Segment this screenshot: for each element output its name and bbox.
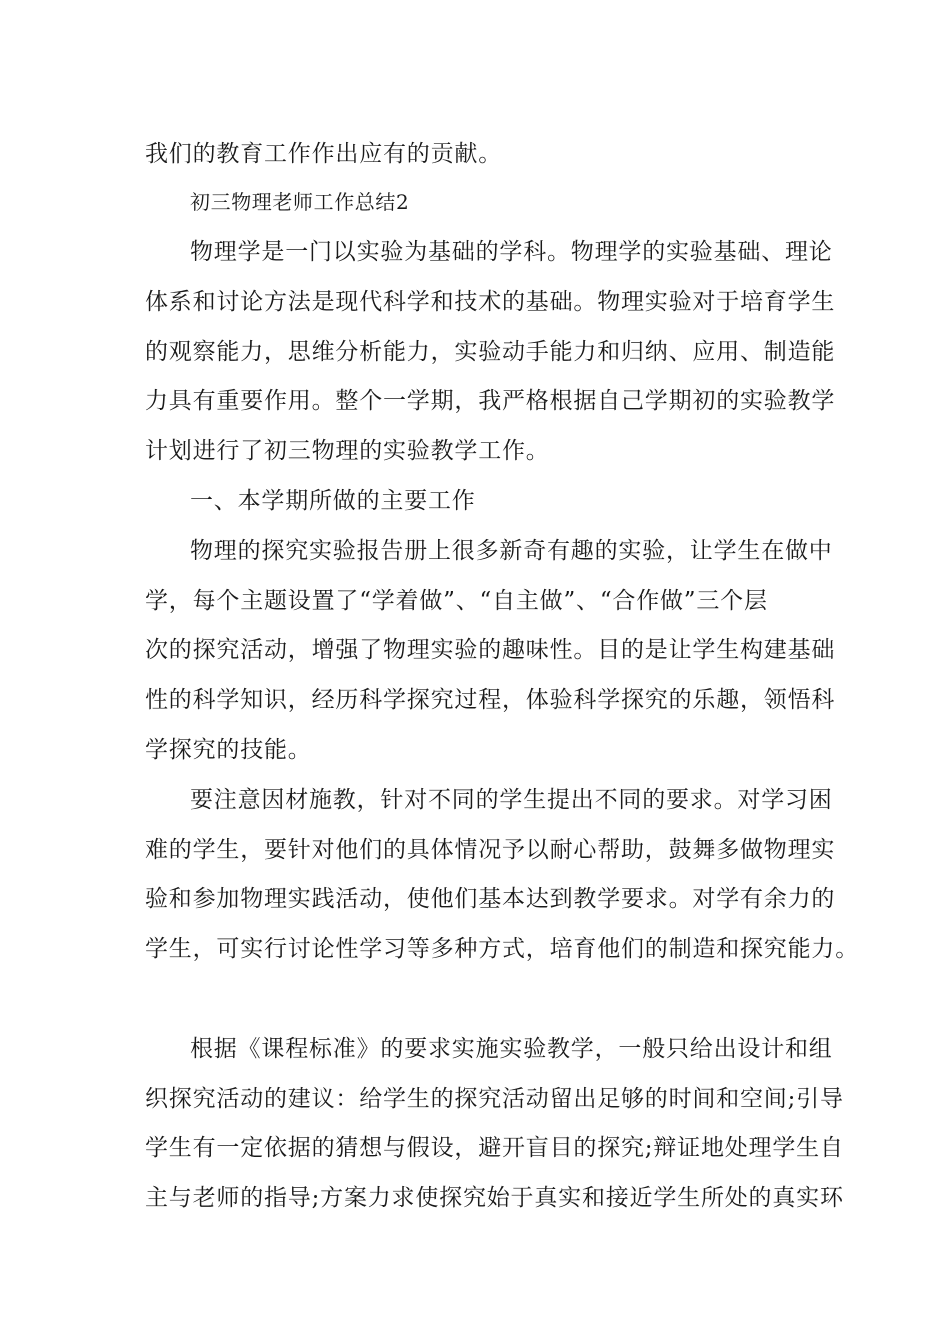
text-line: 主与老师的指导;方案力求使探究始于真实和接近学生所处的真实环	[145, 1185, 844, 1211]
text-line: 的观察能力，思维分析能力，实验动手能力和归纳、应用、制造能	[145, 339, 836, 365]
text-line: 计划进行了初三物理的实验教学工作。	[145, 438, 550, 464]
text-line: 学探究的技能。	[145, 737, 312, 763]
text-line: 要注意因材施教，针对不同的学生提出不同的要求。对学习困	[190, 787, 833, 813]
text-line: 难的学生，要针对他们的具体情况予以耐心帮助，鼓舞多做物理实	[145, 837, 836, 863]
text-line: 物理学是一门以实验为基础的学科。物理学的实验基础、理论	[190, 239, 833, 265]
text-line: 体系和讨论方法是现代科学和技术的基础。物理实验对于培育学生	[145, 289, 836, 315]
text-line: 学生有一定依据的猜想与假设，避开盲目的探究;辩证地处理学生自	[145, 1135, 844, 1161]
text-line: 力具有重要作用。整个一学期，我严格根据自己学期初的实验教学	[145, 388, 836, 414]
text-line: 验和参加物理实践活动，使他们基本达到教学要求。对学有余力的	[145, 886, 836, 912]
text-line: 次的探究活动，增强了物理实验的趣味性。目的是让学生构建基础	[145, 637, 836, 663]
text-line: 性的科学知识，经历科学探究过程，体验科学探究的乐趣，领悟科	[145, 687, 836, 713]
text-line: 物理的探究实验报告册上很多新奇有趣的实验，让学生在做中	[190, 538, 833, 564]
text-line: 根据《课程标准》的要求实施实验教学，一般只给出设计和组	[190, 1036, 833, 1062]
section-title: 初三物理老师工作总结2	[190, 190, 410, 214]
text-line: 我们的教育工作作出应有的贡献。	[145, 141, 502, 167]
text-line: 学生，可实行讨论性学习等多种方式，培育他们的制造和探究能力。	[145, 936, 859, 962]
text-line: 织探究活动的建议：给学生的探究活动留出足够的时间和空间;引导	[145, 1086, 844, 1112]
text-line: 学，每个主题设置了“学着做”、“自主做”、“合作做”三个层	[145, 588, 768, 614]
section-heading: 一、本学期所做的主要工作	[190, 488, 476, 514]
